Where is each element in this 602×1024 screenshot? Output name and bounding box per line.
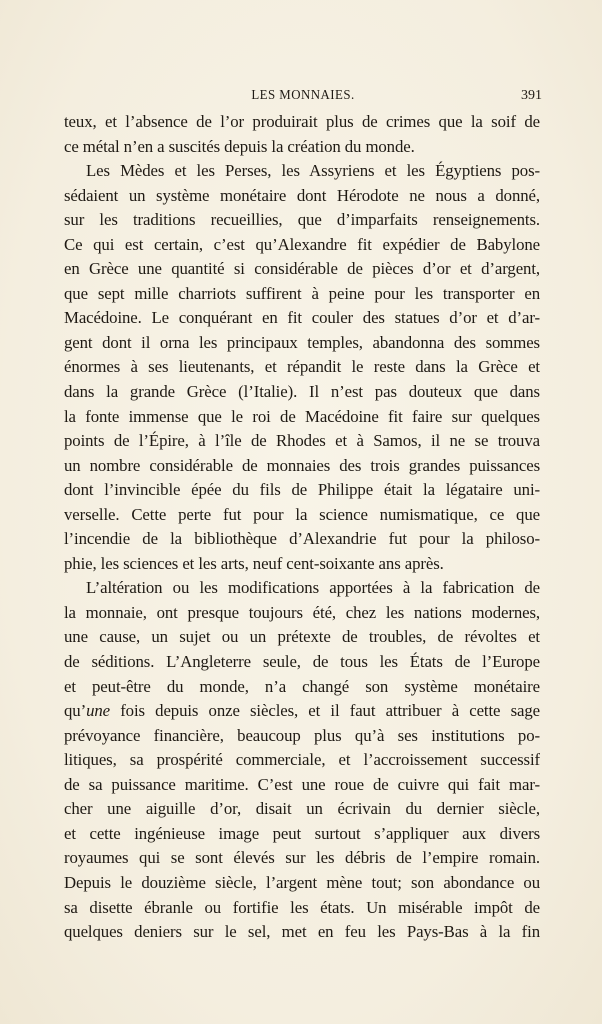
text-line: royaumes qui se sont élevés sur les débris de l’empire romain. xyxy=(64,848,540,868)
text-line: prévoyance financière, beaucoup plus qu’à ses institutions po- xyxy=(64,725,540,745)
text-line: et peut-être du monde, n’a changé son système monétaire xyxy=(64,676,540,696)
text-line: sédaient un système monétaire dont Hérodote ne nous a donné, xyxy=(64,185,540,205)
text-line: que sept mille charriots suffirent à peine pour les transporter en xyxy=(64,283,540,303)
text-line: sur les traditions recueillies, que d’imparfaits renseignements. xyxy=(64,210,540,230)
text-line: Macédoine. Le conquérant en fit couler des statues d’or et d’ar- xyxy=(64,308,540,328)
text-line: l’incendie de la bibliothèque d’Alexandrie fut pour la philoso- xyxy=(64,529,540,549)
text-segment: fois depuis onze siècles, et il faut attribuer à cette sage xyxy=(110,701,540,721)
text-line: en Grèce une quantité si considérable de pièces d’or et d’argent, xyxy=(64,259,540,279)
text-line xyxy=(64,699,540,724)
text-line: la monnaie, ont presque toujours été, chez les nations modernes, xyxy=(64,602,540,622)
text-line: verselle. Cette perte fut pour la science numismatique, ce que xyxy=(64,504,540,524)
text-line: dont l’invincible épée du fils de Philippe était la légataire uni- xyxy=(64,480,540,500)
text-line: points de l’Épire, à l’île de Rhodes et à Samos, il ne se trouva xyxy=(64,431,540,451)
text-line: Ce qui est certain, c’est qu’Alexandre fit expédier de Babylone xyxy=(64,234,540,254)
running-title: LES MONNAIES. xyxy=(251,88,355,103)
text-line: énormes à ses lieutenants, et répandit le reste dans la Grèce et xyxy=(64,357,540,377)
text-line: dans la grande Grèce (l’Italie). Il n’est pas douteux que dans xyxy=(64,382,540,402)
text-line: de séditions. L’Angleterre seule, de tous les États de l’Europe xyxy=(64,652,540,672)
text-line: Les Mèdes et les Perses, les Assyriens et les Égyptiens pos- xyxy=(86,161,540,181)
text-line: quelques deniers sur le sel, met en feu les Pays-Bas à la fin xyxy=(64,922,540,942)
text-line: phie, les sciences et les arts, neuf cent-soixante ans après. xyxy=(64,553,444,573)
text-line: cher une aiguille d’or, disait un écrivain du dernier siècle, xyxy=(64,799,540,819)
page-number: 391 xyxy=(521,88,542,103)
text-line: gent dont il orna les principaux temples, abandonna des sommes xyxy=(64,332,540,352)
italic-word: une xyxy=(86,701,111,721)
text-line: et cette ingénieuse image peut surtout s’appliquer aux divers xyxy=(64,823,540,843)
running-head xyxy=(64,86,542,106)
text-line: ce métal n’en a suscités depuis la création du monde. xyxy=(64,136,415,156)
text-segment: qu’ xyxy=(64,701,87,721)
body-text xyxy=(64,110,540,945)
text-line: Depuis le douzième siècle, l’argent mène tout; son abondance ou xyxy=(64,872,540,892)
text-line: de sa puissance maritime. C’est une roue de cuivre qui fait mar- xyxy=(64,774,540,794)
text-line: L’altération ou les modifications apportées à la fabrication de xyxy=(86,578,540,598)
text-line: teux, et l’absence de l’or produirait plus de crimes que la soif de xyxy=(64,112,540,131)
text-line: sa disette ébranle ou fortifie les états. Un misérable impôt de xyxy=(64,897,540,917)
text-line: la fonte immense que le roi de Macédoine fit faire sur quelques xyxy=(64,406,540,426)
text-line: une cause, un sujet ou un prétexte de troubles, de révoltes et xyxy=(64,627,540,647)
text-line: litiques, sa prospérité commerciale, et l’accroissement successif xyxy=(64,750,540,770)
text-line: un nombre considérable de monnaies des trois grandes puissances xyxy=(64,455,540,475)
